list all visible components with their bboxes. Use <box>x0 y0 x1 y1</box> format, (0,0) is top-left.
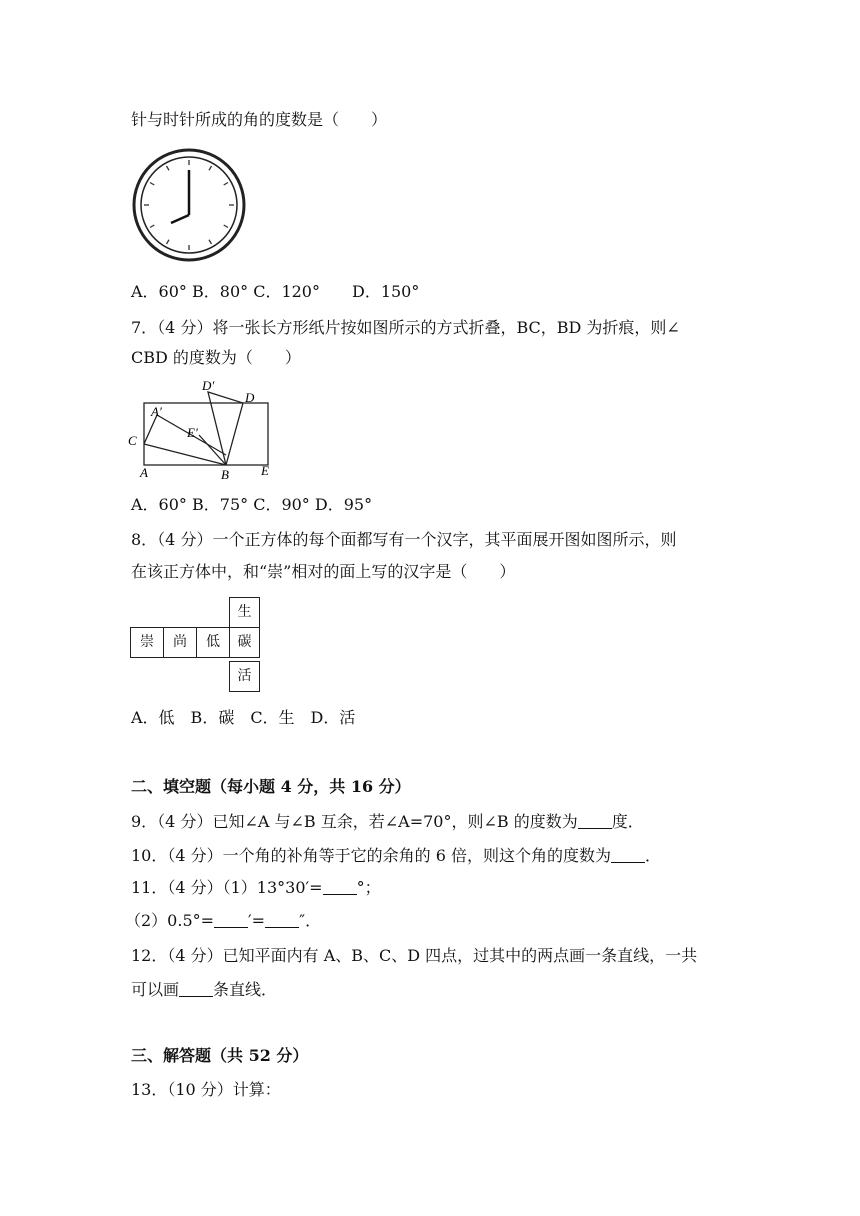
net-cell-bottom: 活 <box>229 661 260 692</box>
section2-title: 二、填空题（每小题 4 分，共 16 分） <box>131 777 411 796</box>
q11-text-d: ′= <box>248 911 266 930</box>
q13: 13．（10 分）计算： <box>131 1080 281 1099</box>
q7-options: A．60° B．75° C．90° D．95° <box>131 495 373 514</box>
q12-line2 <box>131 979 277 1001</box>
net-cell-1: 崇 <box>130 627 164 658</box>
label-d: D <box>245 390 255 405</box>
q7-question-line1: 7．（4 分）将一张长方形纸片按如图所示的方式折叠，BC，BD 为折痕，则∠ <box>131 318 680 337</box>
q11-text-b: °； <box>356 878 381 897</box>
q7-question-line2: CBD 的度数为（ ） <box>131 348 301 367</box>
q9-text-a: 9．（4 分）已知∠A 与∠B 互余，若∠A=70°，则∠B 的度数为 <box>131 812 578 831</box>
q8-question-line2: 在该正方体中，和“崇”相对的面上写的汉字是（ ） <box>131 562 516 581</box>
q9-text-b: 度． <box>611 812 644 831</box>
label-b: B <box>221 467 229 482</box>
q12-answer-blank[interactable] <box>179 981 213 997</box>
q9-answer-blank[interactable] <box>578 813 612 829</box>
q12-line1: 12．（4 分）已知平面内有 A、B、C、D 四点，过其中的两点画一条直线，一共 <box>131 946 698 965</box>
label-e: E <box>261 463 269 478</box>
net-cell-3: 低 <box>196 627 230 658</box>
net-cell-2: 尚 <box>163 627 197 658</box>
folding-figure <box>124 377 280 483</box>
clock-figure <box>131 148 249 262</box>
q6-question-tail: 针与时针所成的角的度数是（ ） <box>131 110 388 129</box>
q11-answer-blank-1[interactable] <box>323 879 357 895</box>
q12-text-a: 可以画 <box>131 980 180 999</box>
q10 <box>131 845 661 867</box>
section3-title: 三、解答题（共 52 分） <box>131 1046 309 1065</box>
label-d-prime: D′ <box>202 378 215 393</box>
label-a-prime: A′ <box>151 404 162 419</box>
q11-text-a: 11．（4 分）（1）13°30′= <box>131 878 323 897</box>
q11-text-e: ″． <box>299 911 322 930</box>
q11-answer-blank-2[interactable] <box>214 912 248 928</box>
q8-question-line1: 8．（4 分）一个正方体的每个面都写有一个汉字，其平面展开图如图所示，则 <box>131 530 677 549</box>
q11-part1 <box>131 877 381 899</box>
label-c: C <box>128 433 137 448</box>
q12-text-b: 条直线． <box>213 980 278 999</box>
q9 <box>131 811 644 833</box>
q8-options: A．低 B．碳 C．生 D．活 <box>131 708 356 727</box>
q10-text-b: ． <box>644 846 661 865</box>
q10-answer-blank[interactable] <box>611 847 645 863</box>
label-e-prime: E′ <box>187 425 198 440</box>
q10-text-a: 10．（4 分）一个角的补角等于它的余角的 6 倍，则这个角的度数为 <box>131 846 611 865</box>
q6-options: A．60° B．80° C．120° D．150° <box>131 282 420 301</box>
q11-text-c: （2）0.5°= <box>125 911 215 930</box>
q11-answer-blank-3[interactable] <box>265 912 299 928</box>
net-cell-top: 生 <box>229 597 260 628</box>
label-a: A <box>140 465 148 480</box>
q11-part2 <box>125 910 321 932</box>
net-cell-4: 碳 <box>229 627 260 658</box>
